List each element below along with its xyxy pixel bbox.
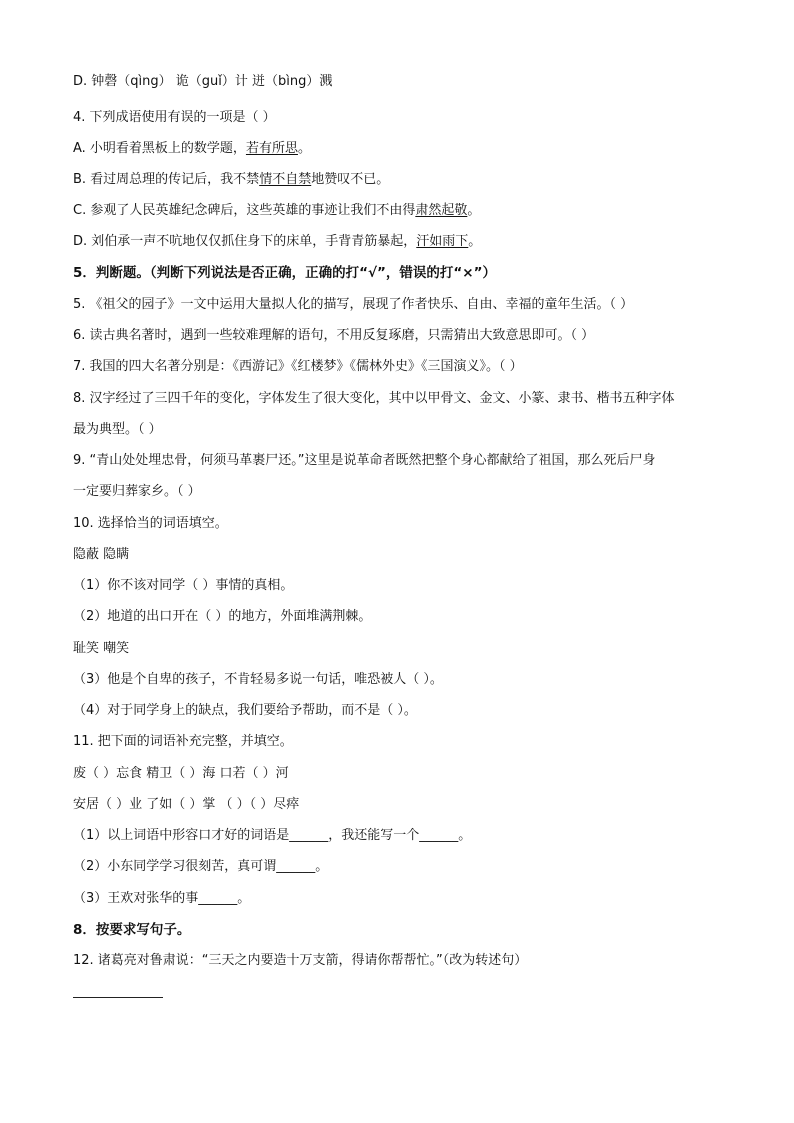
text-line xyxy=(73,858,733,876)
text-line xyxy=(73,671,733,689)
section-heading xyxy=(73,264,733,282)
text-line xyxy=(73,765,733,783)
text-line xyxy=(73,733,733,751)
text-segment: 10. 选择恰当的词语填空。 xyxy=(73,516,228,531)
text-line xyxy=(73,109,733,127)
text-line xyxy=(73,233,733,251)
text-line xyxy=(73,640,733,658)
text-line xyxy=(73,358,733,376)
text-segment: （1）以上词语中形容口才好的词语是______，我还能写一个______。 xyxy=(73,828,472,843)
text-line xyxy=(73,171,733,189)
text-line xyxy=(73,140,733,158)
text-segment: 耻笑 嘲笑 xyxy=(73,641,130,656)
section-heading xyxy=(73,921,733,939)
text-segment: 。 xyxy=(297,141,311,156)
text-segment: 4. 下列成语使用有误的一项是（ ） xyxy=(73,110,276,125)
text-line xyxy=(73,452,733,470)
text-segment: 8．按要求写句子。 xyxy=(73,922,191,938)
text-line xyxy=(73,421,733,439)
text-segment: 废（ ）忘食 精卫（ ）海 口若（ ）河 xyxy=(73,766,289,781)
text-line xyxy=(73,577,733,595)
text-line xyxy=(73,546,733,564)
answer-blank-line[interactable] xyxy=(73,997,163,998)
text-segment: 。 xyxy=(467,203,481,218)
text-segment: 5．判断题。（判断下列说法是否正确，正确的打“√”，错误的打“×”） xyxy=(73,265,496,281)
text-segment: （4）对于同学身上的缺点，我们要给予帮助，而不是（ ）。 xyxy=(73,703,417,718)
text-line xyxy=(73,296,733,314)
text-segment: （1）你不该对同学（ ）事情的真相。 xyxy=(73,578,294,593)
text-segment: 5. 《祖父的园子》一文中运用大量拟人化的描写，展现了作者快乐、自由、幸福的童年生活。（ ） xyxy=(73,297,634,312)
text-segment: 一定要归葬家乡。（ ） xyxy=(73,484,201,499)
text-segment: D. 钟磬（qìng） 诡（guǐ）计 迸（bìng）溅 xyxy=(73,74,333,89)
text-segment: 隐蔽 隐瞒 xyxy=(73,547,130,562)
text-segment: 地赞叹不已。 xyxy=(311,172,390,187)
underlined-idiom: 情不自禁 xyxy=(259,172,312,187)
text-segment: B. 看过周总理的传记后，我不禁 xyxy=(73,172,260,187)
text-line xyxy=(73,515,733,533)
text-segment: 9. “青山处处埋忠骨，何须马革裹尸还。”这里是说革命者既然把整个身心都献给了祖国，那么死后尸身 xyxy=(73,453,656,468)
text-segment: 11. 把下面的词语补充完整，并填空。 xyxy=(73,734,293,749)
text-segment: 。 xyxy=(468,234,482,249)
text-line xyxy=(73,796,733,814)
text-segment: 6. 读古典名著时，遇到一些较难理解的语句，不用反复琢磨，只需猜出大致意思即可。（ ） xyxy=(73,328,595,343)
text-line xyxy=(73,608,733,626)
text-line xyxy=(73,702,733,720)
text-segment: 12. 诸葛亮对鲁肃说：“三天之内要造十万支箭，得请你帮帮忙。”（改为转述句） xyxy=(73,953,528,968)
text-line xyxy=(73,827,733,845)
text-line xyxy=(73,952,733,970)
text-segment: 安居（ ）业 了如（ ）掌 （ ）（ ）尽瘁 xyxy=(73,797,300,812)
underlined-idiom: 肃然起敬 xyxy=(415,203,468,218)
text-segment: 8. 汉字经过了三四千年的变化，字体发生了很大变化，其中以甲骨文、金文、小篆、隶书、楷书五种字体 xyxy=(73,391,675,406)
text-segment: 最为典型。（ ） xyxy=(73,422,162,437)
text-segment: D. 刘伯承一声不吭地仅仅抓住身下的床单，手背青筋暴起， xyxy=(73,234,417,249)
underlined-idiom: 若有所思 xyxy=(245,141,298,156)
text-line xyxy=(73,73,733,91)
text-segment: （3）王欢对张华的事______。 xyxy=(73,891,251,906)
underlined-idiom: 汗如雨下 xyxy=(416,234,469,249)
text-segment: （2）地道的出口开在（ ）的地方，外面堆满荆棘。 xyxy=(73,609,372,624)
text-line xyxy=(73,390,733,408)
text-line xyxy=(73,202,733,220)
text-line xyxy=(73,327,733,345)
text-segment: A. 小明看着黑板上的数学题， xyxy=(73,141,246,156)
text-line xyxy=(73,890,733,908)
text-segment: （2）小东同学学习很刻苦，真可谓______。 xyxy=(73,859,329,874)
text-segment: C. 参观了人民英雄纪念碑后，这些英雄的事迹让我们不由得 xyxy=(73,203,416,218)
text-line xyxy=(73,483,733,501)
text-segment: （3）他是个自卑的孩子，不肯轻易多说一句话，唯恐被人（ ）。 xyxy=(73,672,443,687)
text-segment: 7. 我国的四大名著分别是：《西游记》《红楼梦》《儒林外史》《三国演义》。（ ） xyxy=(73,359,523,374)
